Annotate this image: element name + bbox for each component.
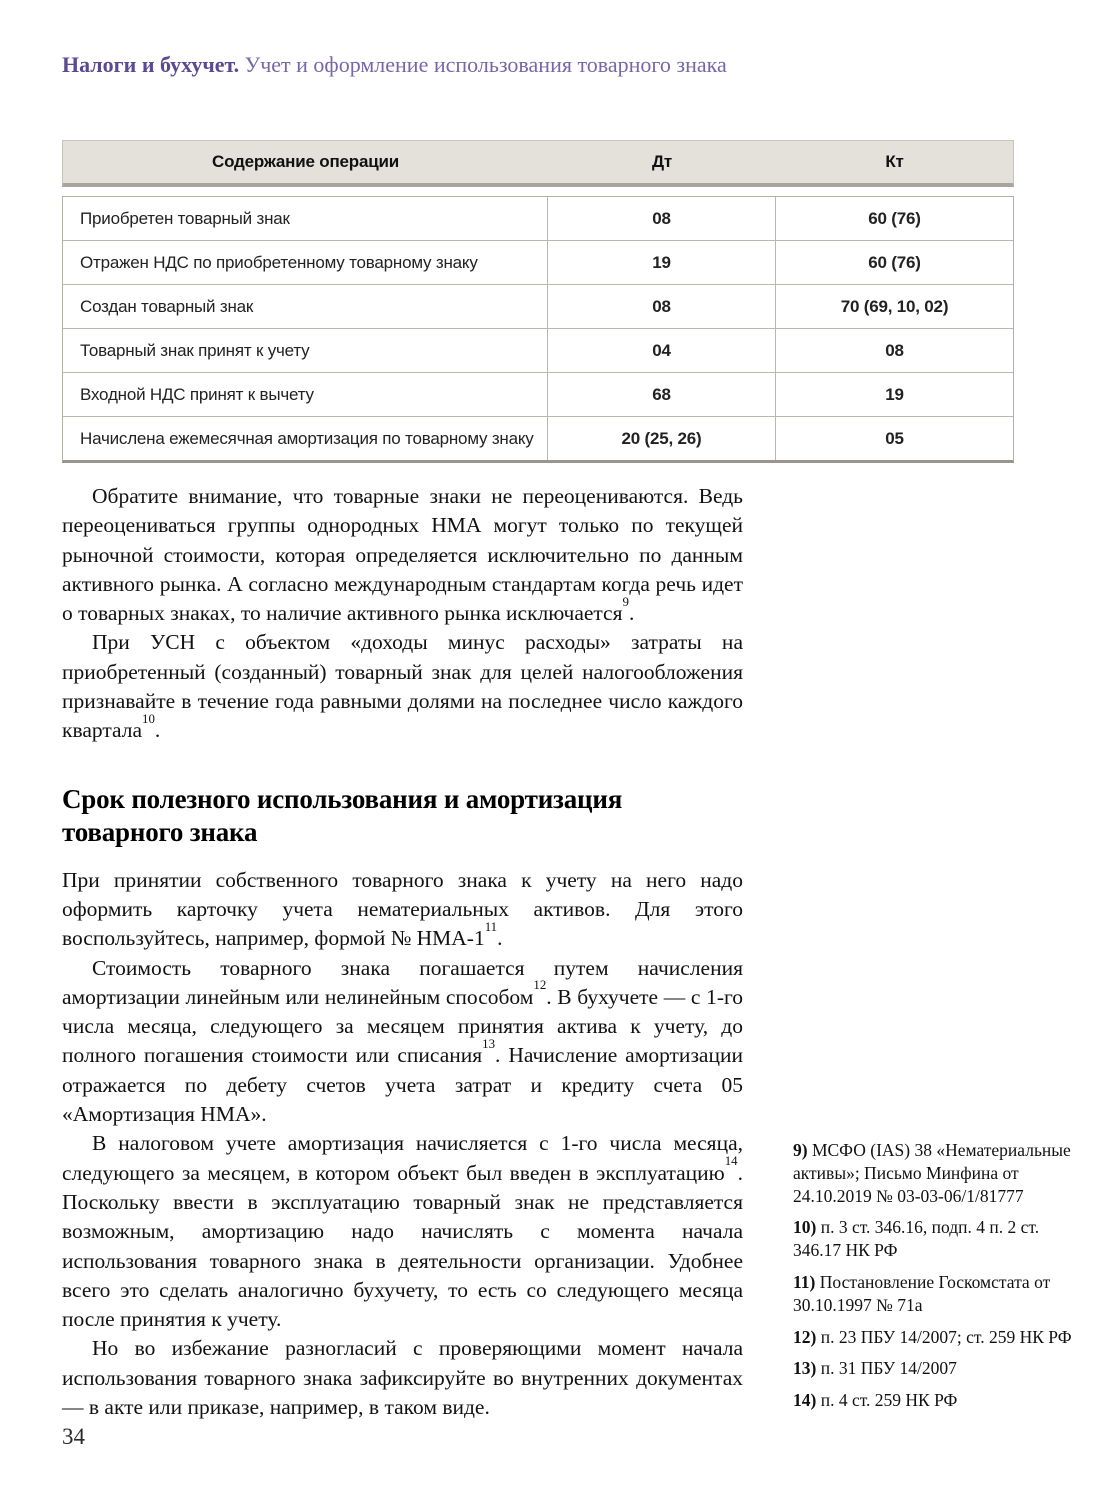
column-header-debit: Дт bbox=[651, 152, 673, 171]
footnote-ref-13: 13 bbox=[482, 1036, 496, 1051]
footnote bbox=[793, 1357, 1078, 1380]
paragraph bbox=[62, 954, 743, 1130]
table-header-row bbox=[62, 140, 1014, 187]
footnote bbox=[793, 1216, 1078, 1262]
footnote bbox=[793, 1389, 1078, 1412]
debit-cell: 08 bbox=[548, 197, 776, 240]
debit-cell: 20 (25, 26) bbox=[548, 417, 776, 460]
paragraph bbox=[62, 628, 743, 745]
paragraph-text: При принятии собственного товарного знака к учету на него надо оформить карточку учета нематериальных активов. Для этого воспользуйтесь, например, формой № НМА-1 bbox=[62, 867, 743, 951]
magazine-section-label: Налоги и бухучет. bbox=[62, 52, 240, 77]
credit-cell: 70 (69, 10, 02) bbox=[840, 296, 949, 316]
paragraph-text: Но во избежание разногласий с проверяющими момент начала использования товарного знака зафиксируйте во внутренних документах — в акте или приказе, например, в таком виде. bbox=[62, 1336, 743, 1420]
paragraph bbox=[62, 1334, 743, 1422]
column-header-operation: Содержание операции bbox=[212, 152, 399, 171]
footnote bbox=[793, 1139, 1078, 1207]
paragraph bbox=[62, 482, 743, 628]
credit-cell: 05 bbox=[885, 428, 904, 448]
footnote-number: 13) bbox=[793, 1358, 817, 1379]
footnote-ref-10: 10 bbox=[142, 711, 155, 726]
paragraph bbox=[62, 1129, 743, 1334]
debit-cell: 68 bbox=[548, 373, 776, 416]
credit-cell: 60 (76) bbox=[868, 208, 921, 228]
footnote-text: п. 23 ПБУ 14/2007; ст. 259 НК РФ bbox=[816, 1326, 1072, 1347]
operation-cell: Отражен НДС по приобретенному товарному знаку bbox=[63, 241, 548, 284]
operation-cell: Приобретен товарный знак bbox=[63, 197, 548, 240]
footnote-text: п. 4 ст. 259 НК РФ bbox=[816, 1390, 958, 1411]
footnote-text: п. 31 ПБУ 14/2007 bbox=[816, 1358, 957, 1379]
page-number: 34 bbox=[62, 1424, 85, 1449]
column-header-credit: Кт bbox=[885, 152, 904, 171]
operation-cell: Начислена ежемесячная амортизация по товарному знаку bbox=[63, 417, 548, 460]
footnote-text: п. 3 ст. 346.16, подп. 4 п. 2 ст. 346.17 НК РФ bbox=[793, 1217, 1040, 1261]
paragraph bbox=[62, 866, 743, 954]
operation-cell: Товарный знак принят к учету bbox=[63, 329, 548, 372]
paragraph-text: Стоимость товарного знака погашается путем начисления амортизации линейным или нелинейным способом bbox=[62, 955, 743, 1009]
section-heading: Срок полезного использования и амортизация товарного знака bbox=[62, 783, 623, 847]
table-row bbox=[63, 240, 1013, 284]
table-row bbox=[63, 372, 1013, 416]
footnote-number: 12) bbox=[793, 1326, 817, 1347]
paragraph-text: . bbox=[628, 601, 635, 626]
footnotes-sidebar bbox=[793, 1139, 1078, 1421]
footnote-ref-12: 12 bbox=[533, 978, 547, 993]
paragraph-text: При УСН с объектом «доходы минус расходы» затраты на приобретенный (созданный) товарный знак для целей налогообложения признавайте в течение года равными долями на последнее число каждого квартала bbox=[62, 630, 743, 743]
paragraph-text: . bbox=[154, 718, 161, 743]
table-row bbox=[63, 416, 1013, 460]
table-row bbox=[63, 197, 1013, 240]
accounting-entries-table bbox=[62, 140, 1014, 463]
footnote-text: МСФО (IAS) 38 «Нематериальные активы»; Письмо Минфина от 24.10.2019 № 03-03-06/1/81777 bbox=[793, 1140, 1071, 1206]
footnote-number: 9) bbox=[793, 1140, 808, 1160]
table-row bbox=[63, 284, 1013, 328]
credit-cell: 19 bbox=[885, 384, 904, 404]
paragraph-text: . В бухучете — с 1-го числа месяца, следующего за месяцем принятия актива к учету, до полного погашения стоимости или списания bbox=[62, 984, 744, 1068]
footnote-ref-9: 9 bbox=[622, 594, 629, 609]
footnote-number: 10) bbox=[793, 1217, 817, 1238]
footnote-number: 11) bbox=[793, 1271, 816, 1292]
credit-cell: 08 bbox=[885, 340, 904, 360]
debit-cell: 19 bbox=[548, 241, 776, 284]
operation-cell: Входной НДС принят к вычету bbox=[63, 373, 548, 416]
table-body bbox=[62, 196, 1014, 463]
paragraph-text: В налоговом учете амортизация начисляется с 1-го числа месяца, следующего за месяцем, в котором объект был введен в эксплуатацию bbox=[62, 1131, 743, 1185]
debit-cell: 08 bbox=[548, 285, 776, 328]
footnote-ref-11: 11 bbox=[484, 919, 498, 934]
article-title: Учет и оформление использования товарного знака bbox=[239, 52, 727, 77]
footnote-number: 14) bbox=[793, 1390, 817, 1411]
running-head bbox=[62, 52, 1042, 78]
paragraph-text: . Начисление амортизации отражается по дебету счетов учета затрат и кредиту счета 05 «Амортизация НМА». bbox=[62, 1043, 743, 1127]
paragraph-text: Обратите внимание, что товарные знаки не переоцениваются. Ведь переоцениваться группы однородных НМА могут только по текущей рыночной стоимости, которая определяется исключительно по данным активного рынка. А согласно международным стандартам когда речь идет о товарных знаках, то наличие активного рынка исключается bbox=[62, 484, 743, 626]
debit-cell: 04 bbox=[548, 329, 776, 372]
table-row bbox=[63, 328, 1013, 372]
footnote bbox=[793, 1326, 1078, 1349]
paragraph-text: . bbox=[497, 926, 503, 951]
footnote bbox=[793, 1271, 1078, 1317]
article-body bbox=[62, 482, 743, 1422]
operation-cell: Создан товарный знак bbox=[63, 285, 548, 328]
footnote-ref-14: 14 bbox=[724, 1154, 738, 1169]
paragraph-text: . Поскольку ввести в эксплуатацию товарный знак не представляется возможным, амортизацию надо начислять с момента начала использования товарного знака в деятельности организации. Удобнее всего это сделать аналогично бухучету, то есть со следующего месяца после принятия к учету. bbox=[62, 1160, 743, 1332]
footnote-text: Постановление Госкомстата от 30.10.1997 № 71а bbox=[793, 1271, 1051, 1315]
credit-cell: 60 (76) bbox=[868, 252, 921, 272]
